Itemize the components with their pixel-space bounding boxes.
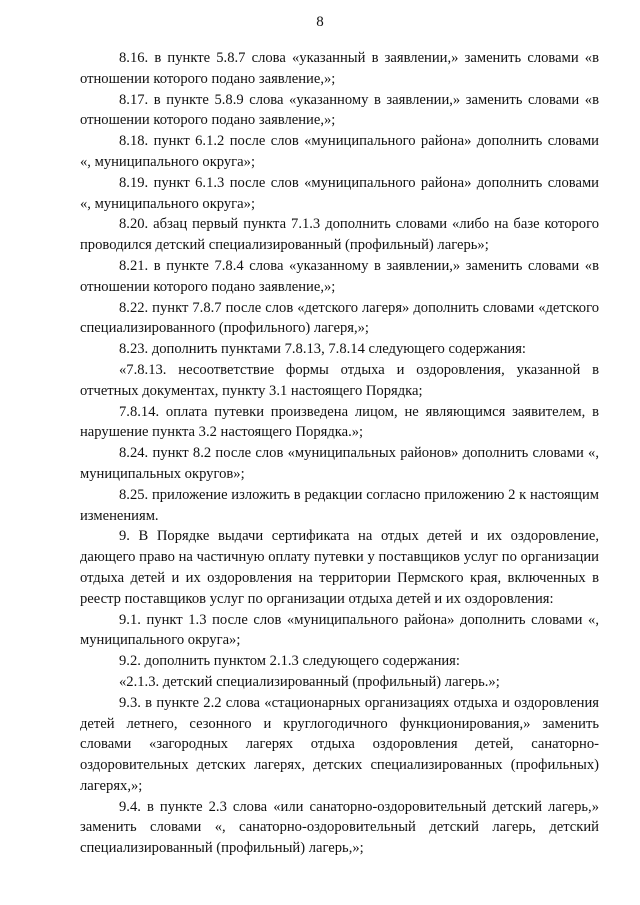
document-body bbox=[80, 48, 599, 859]
paragraph-8-25: 8.25. приложение изложить в редакции согласно приложению 2 к настоящим изменениям. bbox=[80, 486, 599, 524]
paragraph-8-18: 8.18. пункт 6.1.2 после слов «муниципального района» дополнить словами «, муниципального округа»; bbox=[80, 133, 599, 170]
paragraph-8-22: 8.22. пункт 7.8.7 после слов «детского лагеря» дополнить словами «детского специализированного (профильного) лагеря,»; bbox=[80, 299, 599, 337]
paragraph-9-1: 9.1. пункт 1.3 после слов «муниципального района» дополнить словами «, муниципального округа»; bbox=[80, 611, 599, 649]
paragraph-2-1-3: «2.1.3. детский специализированный (профильный) лагерь.»; bbox=[119, 673, 500, 690]
paragraph-9-4: 9.4. в пункте 2.3 слова «или санаторно-оздоровительный детский лагерь,» заменить словами «, санаторно-оздоровительный детский лагерь, детский специализированный (профильный) лагерь,»; bbox=[80, 798, 599, 857]
page-number: 8 bbox=[316, 14, 324, 30]
paragraph-8-23: 8.23. дополнить пунктами 7.8.13, 7.8.14 следующего содержания: bbox=[119, 341, 526, 358]
paragraph-9-2: 9.2. дополнить пунктом 2.1.3 следующего содержания: bbox=[119, 653, 460, 670]
paragraph-8-24: 8.24. пункт 8.2 после слов «муниципальных районов» дополнить словами «, муниципальных округов»; bbox=[80, 445, 599, 482]
paragraph-8-17: 8.17. в пункте 5.8.9 слова «указанному в заявлении,» заменить словами «в отношении которого подано заявление,»; bbox=[80, 91, 599, 129]
paragraph-7-8-14: 7.8.14. оплата путевки произведена лицом, не являющимся заявителем, в нарушение пункта 3.2 настоящего Порядка.»; bbox=[80, 403, 599, 441]
paragraph-8-19: 8.19. пункт 6.1.3 после слов «муниципального района» дополнить словами «, муниципального округа»; bbox=[80, 174, 599, 212]
paragraph-9: 9. В Порядке выдачи сертификата на отдых детей и их оздоровление, дающего право на частичную оплату путевки у поставщиков услуг по организации отдыха детей и их оздоровления на территории Пермского края, включенных в реестр поставщиков услуг по организации отдыха детей и их оздоровления: bbox=[80, 528, 599, 607]
paragraph-8-16: 8.16. в пункте 5.8.7 слова «указанный в заявлении,» заменить словами «в отношении которого подано заявление,»; bbox=[80, 50, 599, 87]
paragraph-8-20: 8.20. абзац первый пункта 7.1.3 дополнить словами «либо на базе которого проводился детский специализированный (профильный) лагерь»; bbox=[80, 216, 599, 254]
paragraph-7-8-13: «7.8.13. несоответствие формы отдыха и оздоровления, указанной в отчетных документах, пункту 3.1 настоящего Порядка; bbox=[80, 361, 599, 399]
paragraph-8-21: 8.21. в пункте 7.8.4 слова «указанному в заявлении,» заменить словами «в отношении которого подано заявление,»; bbox=[80, 257, 599, 295]
paragraph-9-3: 9.3. в пункте 2.2 слова «стационарных организациях отдыха и оздоровления детей летнего, сезонного и круглогодичного функционирования,» заменить словами «загородных лагерях отдыха оздоровления детей, санаторно-оздоровительных детских лагерях, детских специализированных (профильных) лагерях,»; bbox=[80, 694, 599, 794]
